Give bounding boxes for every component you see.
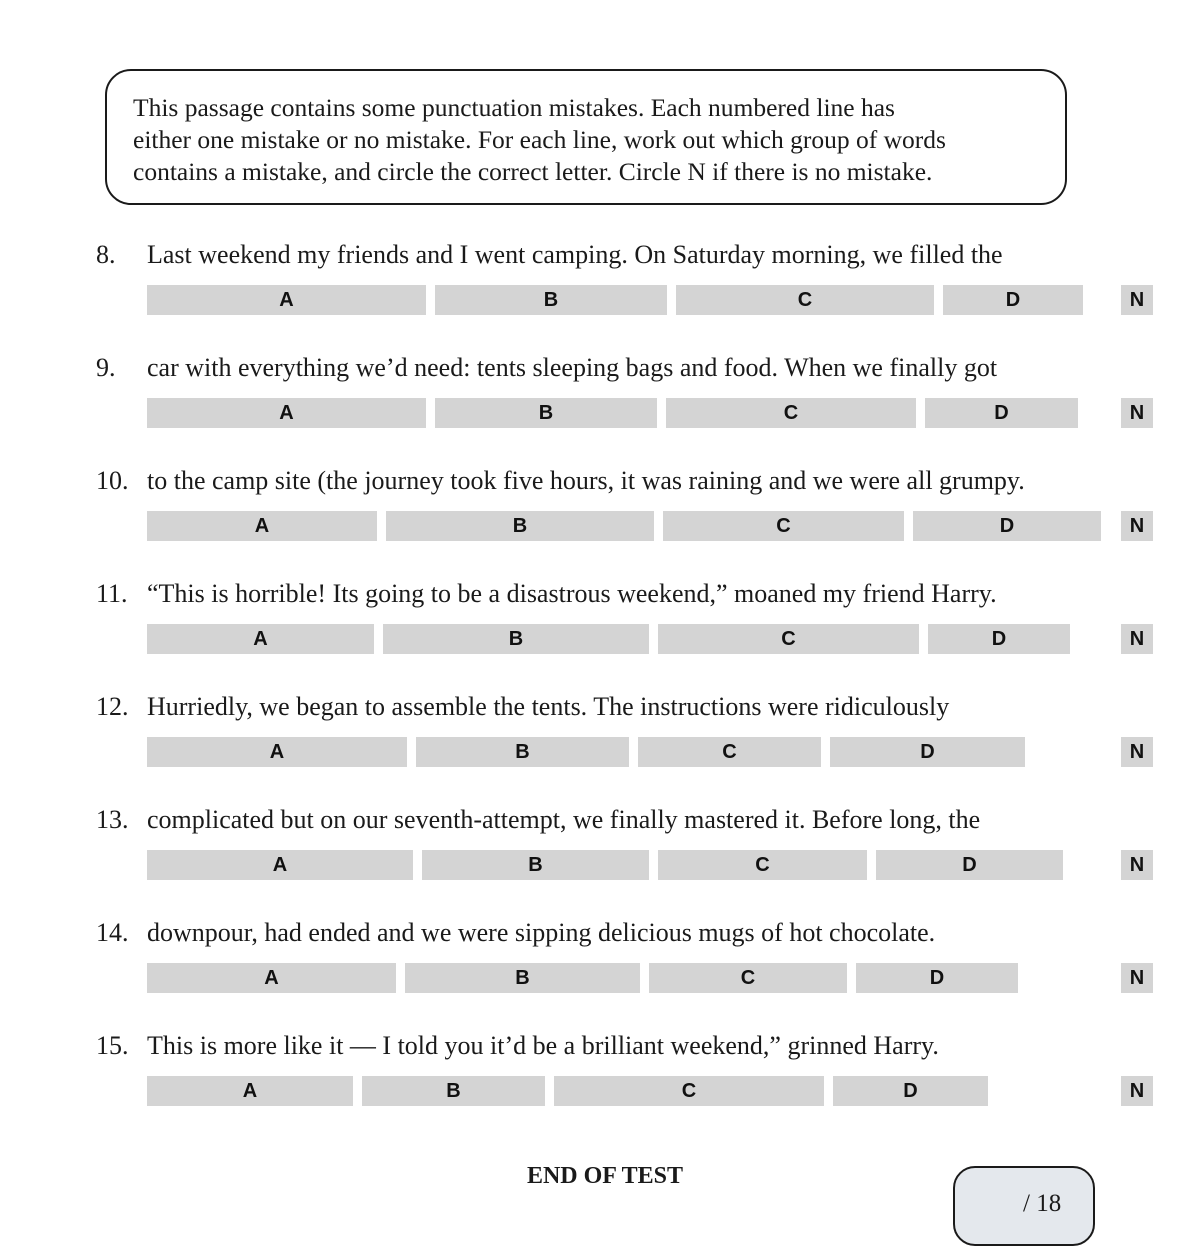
option-a[interactable]: A [147,737,407,767]
option-b[interactable]: B [416,737,629,767]
question-14 [0,918,1200,998]
option-n[interactable]: N [1121,624,1153,654]
question-text: car with everything we’d need: tents sleeping bags and food. When we finally got [147,353,998,382]
question-number: 14. [96,918,129,947]
option-c[interactable]: C [663,511,904,541]
question-12 [0,692,1200,772]
option-a[interactable]: A [147,624,374,654]
option-n[interactable]: N [1121,850,1153,880]
question-number: 12. [96,692,129,721]
option-a[interactable]: A [147,963,396,993]
option-c[interactable]: C [658,850,867,880]
option-a[interactable]: A [147,285,426,315]
score-text: / 18 [1023,1190,1062,1217]
option-d[interactable]: D [913,511,1101,541]
option-n[interactable]: N [1121,285,1153,315]
question-text: Last weekend my friends and I went camping. On Saturday morning, we filled the [147,240,1003,269]
end-of-test-label: END OF TEST [526,1163,684,1189]
option-b[interactable]: B [435,285,667,315]
question-text: complicated but on our seventh-attempt, we finally mastered it. Before long, the [147,805,981,834]
question-number: 9. [96,353,116,382]
score-box [953,1166,1095,1246]
option-c[interactable]: C [676,285,934,315]
option-n[interactable]: N [1121,963,1153,993]
instructions-line: contains a mistake, and circle the correct letter. Circle N if there is no mistake. [133,157,933,186]
question-text: to the camp site (the journey took five hours, it was raining and we were all grumpy. [147,466,1025,495]
option-d[interactable]: D [943,285,1083,315]
instructions-box [105,69,1067,205]
question-number: 8. [96,240,116,269]
question-13 [0,805,1200,885]
question-15 [0,1031,1200,1111]
option-c[interactable]: C [658,624,919,654]
question-text: Hurriedly, we began to assemble the tents. The instructions were ridiculously [147,692,950,721]
question-number: 11. [96,579,128,608]
option-b[interactable]: B [386,511,654,541]
question-10 [0,466,1200,546]
question-text: downpour, had ended and we were sipping delicious mugs of hot chocolate. [147,918,936,947]
option-c[interactable]: C [638,737,821,767]
option-d[interactable]: D [876,850,1063,880]
option-b[interactable]: B [435,398,657,428]
question-11 [0,579,1200,659]
question-number: 13. [96,805,129,834]
option-b[interactable]: B [405,963,640,993]
option-a[interactable]: A [147,511,377,541]
question-text: “This is horrible! Its going to be a disastrous weekend,” moaned my friend Harry. [147,579,997,608]
option-n[interactable]: N [1121,398,1153,428]
option-d[interactable]: D [856,963,1018,993]
option-d[interactable]: D [925,398,1078,428]
instructions-line: either one mistake or no mistake. For each line, work out which group of words [133,125,946,154]
question-number: 15. [96,1031,129,1060]
option-b[interactable]: B [383,624,649,654]
option-n[interactable]: N [1121,511,1153,541]
option-d[interactable]: D [928,624,1070,654]
option-d[interactable]: D [833,1076,988,1106]
option-n[interactable]: N [1121,737,1153,767]
option-a[interactable]: A [147,1076,353,1106]
option-a[interactable]: A [147,398,426,428]
question-number: 10. [96,466,129,495]
option-b[interactable]: B [422,850,649,880]
option-c[interactable]: C [649,963,847,993]
option-b[interactable]: B [362,1076,545,1106]
option-n[interactable]: N [1121,1076,1153,1106]
question-text: This is more like it — I told you it’d be a brilliant weekend,” grinned Harry. [147,1031,939,1060]
option-c[interactable]: C [554,1076,824,1106]
instructions-line: This passage contains some punctuation mistakes. Each numbered line has [133,93,895,122]
option-a[interactable]: A [147,850,413,880]
option-c[interactable]: C [666,398,916,428]
question-9 [0,353,1200,433]
question-8 [0,240,1200,320]
option-d[interactable]: D [830,737,1025,767]
